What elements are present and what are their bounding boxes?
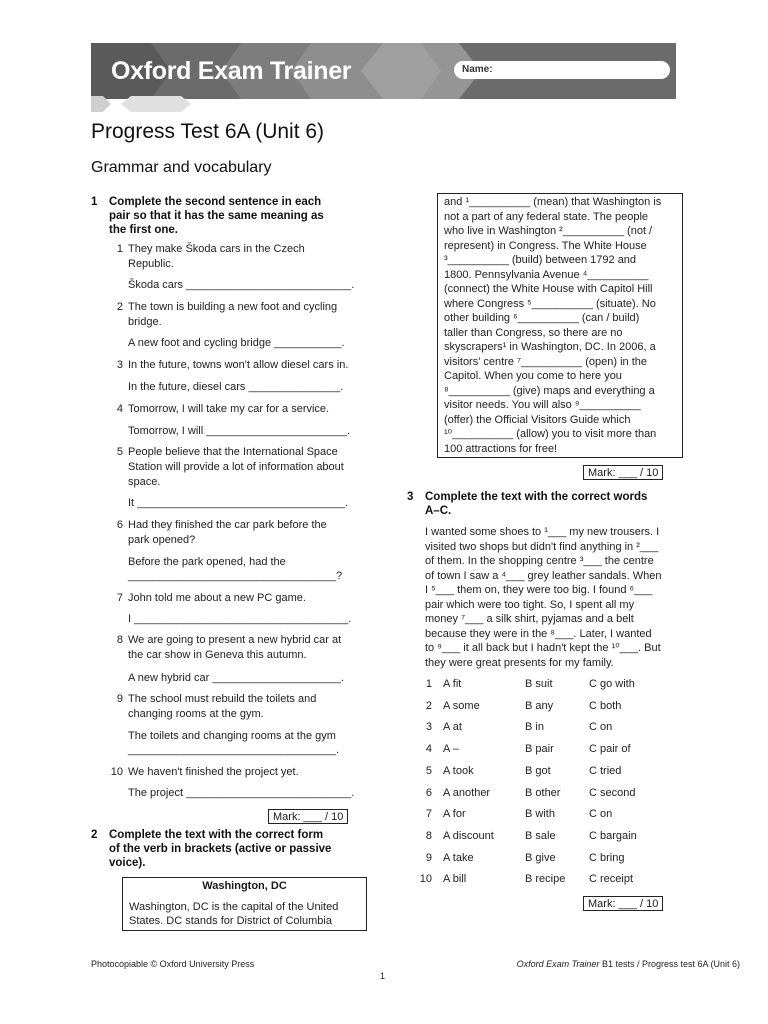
box-line: ¹⁰__________ (allow) you to visit more than (444, 428, 657, 440)
paragraph-line: money ⁷___ a silk shirt, pyjamas and a belt (425, 613, 634, 625)
item-text: the car show in Geneva this autumn. (128, 649, 307, 661)
item-text: space. (128, 476, 161, 488)
option-c[interactable]: C bring (589, 851, 625, 864)
item-text: The town is building a new foot and cycling (128, 301, 338, 313)
box-line: ³__________ (build) between 1792 and (444, 254, 637, 266)
q1-item (109, 765, 369, 780)
page-title: Progress Test 6A (Unit 6) (91, 120, 325, 143)
paragraph-line: of them. In the shopping centre ³___ the centre (425, 555, 654, 567)
q2-mark-box[interactable]: Mark: ___ / 10 (583, 465, 663, 480)
q1-answer-line[interactable]: Tomorrow, I will _______________________. (128, 425, 350, 437)
item-text: changing rooms at the gym. (128, 708, 264, 720)
options-row (415, 720, 690, 736)
q1-item (109, 300, 369, 330)
box-line: 1800. Pennsylvania Avenue ⁴__________ (444, 268, 649, 281)
q1-answer-line[interactable]: The project ___________________________. (128, 787, 355, 799)
q1-answer-line[interactable]: In the future, diesel cars _______________. (128, 381, 344, 393)
q1-answer-line[interactable]: A new hybrid car _____________________. (128, 672, 344, 684)
item-text: John told me about a new PC game. (128, 592, 306, 604)
item-number: 5 (116, 446, 123, 458)
item-number: 6 (116, 519, 123, 531)
box-line: Capitol. When you come to here you (444, 370, 622, 382)
q1-item (109, 591, 369, 606)
item-text: Republic. (128, 258, 174, 270)
item-number: 8 (116, 634, 123, 646)
item-text: We haven't finished the project yet. (128, 766, 299, 778)
q3-number: 3 (407, 491, 414, 503)
paragraph-line: pair which were too tight. So, I spent all my (425, 598, 635, 611)
option-b[interactable]: B suit (525, 678, 553, 690)
option-c[interactable]: C on (589, 808, 613, 821)
option-number: 9 (425, 851, 432, 864)
option-number: 3 (425, 721, 432, 734)
paragraph-line: they were great presents for my family. (425, 656, 614, 669)
box-line: not a part of any federal state. The people (444, 210, 649, 223)
option-number: 2 (425, 699, 432, 712)
q1-item (109, 445, 369, 490)
paragraph-line: visited two shops but didn't find anything in ²___ (425, 540, 659, 553)
option-b[interactable]: B other (525, 786, 561, 799)
q2-instruction-line: voice). (109, 857, 146, 869)
item-number: 3 (116, 359, 123, 371)
box-line: represent) in Congress. The White House (444, 239, 647, 252)
options-row (415, 872, 690, 888)
brand-title: Oxford Exam Trainer (111, 57, 352, 85)
option-number: 10 (419, 873, 432, 886)
option-b[interactable]: B recipe (525, 873, 566, 886)
q3-paragraph (425, 525, 687, 673)
options-row (415, 677, 690, 693)
option-a[interactable]: A take (443, 851, 474, 864)
option-a[interactable]: A fit (443, 678, 462, 690)
box-line: (connect) the White House with Capitol Hill (444, 283, 653, 295)
washington-text-box-right (437, 193, 683, 458)
option-number: 8 (425, 829, 432, 842)
option-a[interactable]: A another (443, 786, 491, 799)
options-row (415, 851, 690, 867)
q1-answer-line[interactable]: A new foot and cycling bridge ___________. (128, 337, 345, 349)
option-c[interactable]: C go with (589, 678, 635, 690)
item-text: Tomorrow, I will take my car for a service. (128, 403, 330, 415)
options-row (415, 764, 690, 780)
option-b[interactable]: B sale (525, 829, 556, 842)
q1-heading (91, 195, 371, 239)
item-number: 10 (110, 766, 123, 778)
q2-heading (91, 828, 371, 872)
option-b[interactable]: B got (525, 764, 551, 777)
option-a[interactable]: A for (443, 808, 466, 821)
option-c[interactable]: C receipt (589, 873, 634, 886)
q1-item (109, 633, 369, 663)
q2-number: 2 (91, 829, 98, 841)
q1-answer-line[interactable]: __________________________________? (128, 570, 343, 582)
box-line: and ¹__________ (mean) that Washington is (444, 196, 662, 208)
q1-number: 1 (91, 196, 98, 208)
option-number: 7 (425, 808, 432, 821)
q1-instruction-line: Complete the second sentence in each (109, 196, 322, 208)
option-c[interactable]: C pair of (589, 743, 631, 756)
q1-answer-line: The toilets and changing rooms at the gym (128, 730, 336, 742)
q1-instruction-line: pair so that it has the same meaning as (109, 210, 324, 222)
item-number: 4 (116, 403, 123, 415)
option-b[interactable]: B any (525, 699, 554, 712)
page-number: 1 (380, 971, 386, 981)
option-a[interactable]: A discount (443, 829, 494, 842)
footer-copyright: Photocopiable © Oxford University Press (91, 959, 255, 969)
q1-mark-box[interactable]: Mark: ___ / 10 (268, 809, 348, 824)
q1-item (109, 358, 369, 373)
q1-item (109, 242, 369, 272)
option-c[interactable]: C on (589, 721, 613, 734)
option-a[interactable]: A some (443, 699, 480, 712)
item-text: bridge. (128, 316, 162, 328)
option-a[interactable]: A took (443, 764, 474, 777)
box-line: skyscrapers¹ in Washington, DC. In 2006, a (444, 341, 656, 353)
box-line: 100 attractions for free! (444, 442, 558, 455)
box-line: States. DC stands for District of Columbia (129, 915, 332, 927)
q1-item (109, 518, 369, 548)
option-number: 6 (425, 786, 432, 799)
paragraph-line: I wanted some shoes to ¹___ my new trousers. I (425, 526, 660, 538)
options-row (415, 699, 690, 715)
washington-text-box-left (122, 877, 367, 931)
item-text: In the future, towns won't allow diesel cars in. (128, 359, 349, 371)
item-number: 9 (116, 693, 123, 705)
q1-answer-line[interactable]: I ___________________________________. (128, 613, 352, 625)
option-number: 4 (425, 743, 432, 756)
q1-answer-line[interactable]: Škoda cars ___________________________. (128, 279, 355, 291)
box-line: who live in Washington ²__________ (not / (444, 225, 653, 237)
option-b[interactable]: B pair (525, 743, 554, 756)
option-a[interactable]: A bill (443, 873, 467, 886)
option-b[interactable]: B give (525, 851, 556, 864)
option-number: 1 (425, 678, 432, 690)
paragraph-line: of town I saw a ⁴___ grey leather sandals. When (425, 569, 662, 582)
item-number: 1 (116, 243, 123, 255)
section-title: Grammar and vocabulary (91, 159, 272, 176)
box-line: taller than Congress, so there are no (444, 326, 623, 339)
q3-mark-box[interactable]: Mark: ___ / 10 (583, 896, 663, 911)
q3-heading (407, 490, 687, 520)
footer-title-rest: B1 tests / Progress test 6A (Unit 6) (599, 959, 740, 969)
option-number: 5 (425, 764, 432, 777)
options-row (415, 829, 690, 845)
q1-item (109, 692, 369, 722)
q3-instruction-line: Complete the text with the correct words (425, 491, 648, 503)
options-row (415, 807, 690, 823)
box-line: where Congress ⁵__________ (situate). No (444, 297, 656, 310)
options-row (415, 742, 690, 758)
banner-bottom-hexagons (91, 96, 221, 114)
option-b[interactable]: B in (525, 721, 544, 734)
option-c[interactable]: C both (589, 699, 622, 712)
q3-instruction-line: A–C. (425, 505, 452, 517)
box-line: (offer) the Official Visitors Guide which (444, 413, 631, 426)
item-text: Station will provide a lot of information about (128, 461, 344, 473)
q3-options-table (415, 677, 690, 893)
option-c[interactable]: C bargain (589, 829, 637, 842)
paragraph-line: I ⁵___ them on, they were too big. I found ⁶___ (425, 584, 653, 596)
box-line: Washington, DC is the capital of the United (129, 901, 339, 913)
q1-answer-line[interactable]: __________________________________. (128, 744, 340, 756)
q1-answer-line[interactable]: It __________________________________. (128, 497, 349, 509)
q1-answer-line: Before the park opened, had the (128, 556, 286, 568)
option-b[interactable]: B with (525, 808, 555, 821)
box-line: visitors' centre ⁷__________ (open) in the (444, 355, 647, 368)
item-text: Had they finished the car park before the (128, 519, 327, 531)
q1-item (109, 402, 369, 417)
options-row (415, 786, 690, 802)
box-line: other building ⁶__________ (can / build) (444, 312, 640, 324)
footer-title (517, 959, 740, 969)
q1-instruction-line: the first one. (109, 224, 179, 236)
box-line: ⁸__________ (give) maps and everything a (444, 384, 655, 397)
paragraph-line: to ⁹___ it all back but I hadn't kept the ¹⁰___. But (425, 642, 661, 654)
box-title: Washington, DC (202, 880, 287, 892)
item-number: 7 (116, 592, 123, 604)
header-banner (91, 43, 676, 99)
name-field[interactable] (454, 61, 670, 79)
box-line: visitor needs. You will also ⁹__________ (444, 399, 641, 411)
item-text: park opened? (128, 534, 196, 546)
option-a[interactable]: A at (443, 721, 462, 734)
footer-title-italic: Oxford Exam Trainer (516, 959, 600, 969)
paragraph-line: because they were in the ⁸___. Later, I wanted (425, 627, 652, 640)
q2-instruction-line: Complete the text with the correct form (109, 829, 324, 841)
item-text: They make Škoda cars in the Czech (128, 243, 305, 255)
item-text: We are going to present a new hybrid car at (128, 634, 342, 646)
option-c[interactable]: C second (589, 786, 636, 799)
name-label: Name: (462, 64, 493, 75)
item-text: People believe that the International Space (128, 446, 338, 458)
option-a[interactable]: A – (443, 743, 459, 756)
option-c[interactable]: C tried (589, 764, 622, 777)
q2-instruction-line: of the verb in brackets (active or passive (109, 843, 332, 855)
item-text: The school must rebuild the toilets and (128, 693, 317, 705)
item-number: 2 (116, 301, 123, 313)
